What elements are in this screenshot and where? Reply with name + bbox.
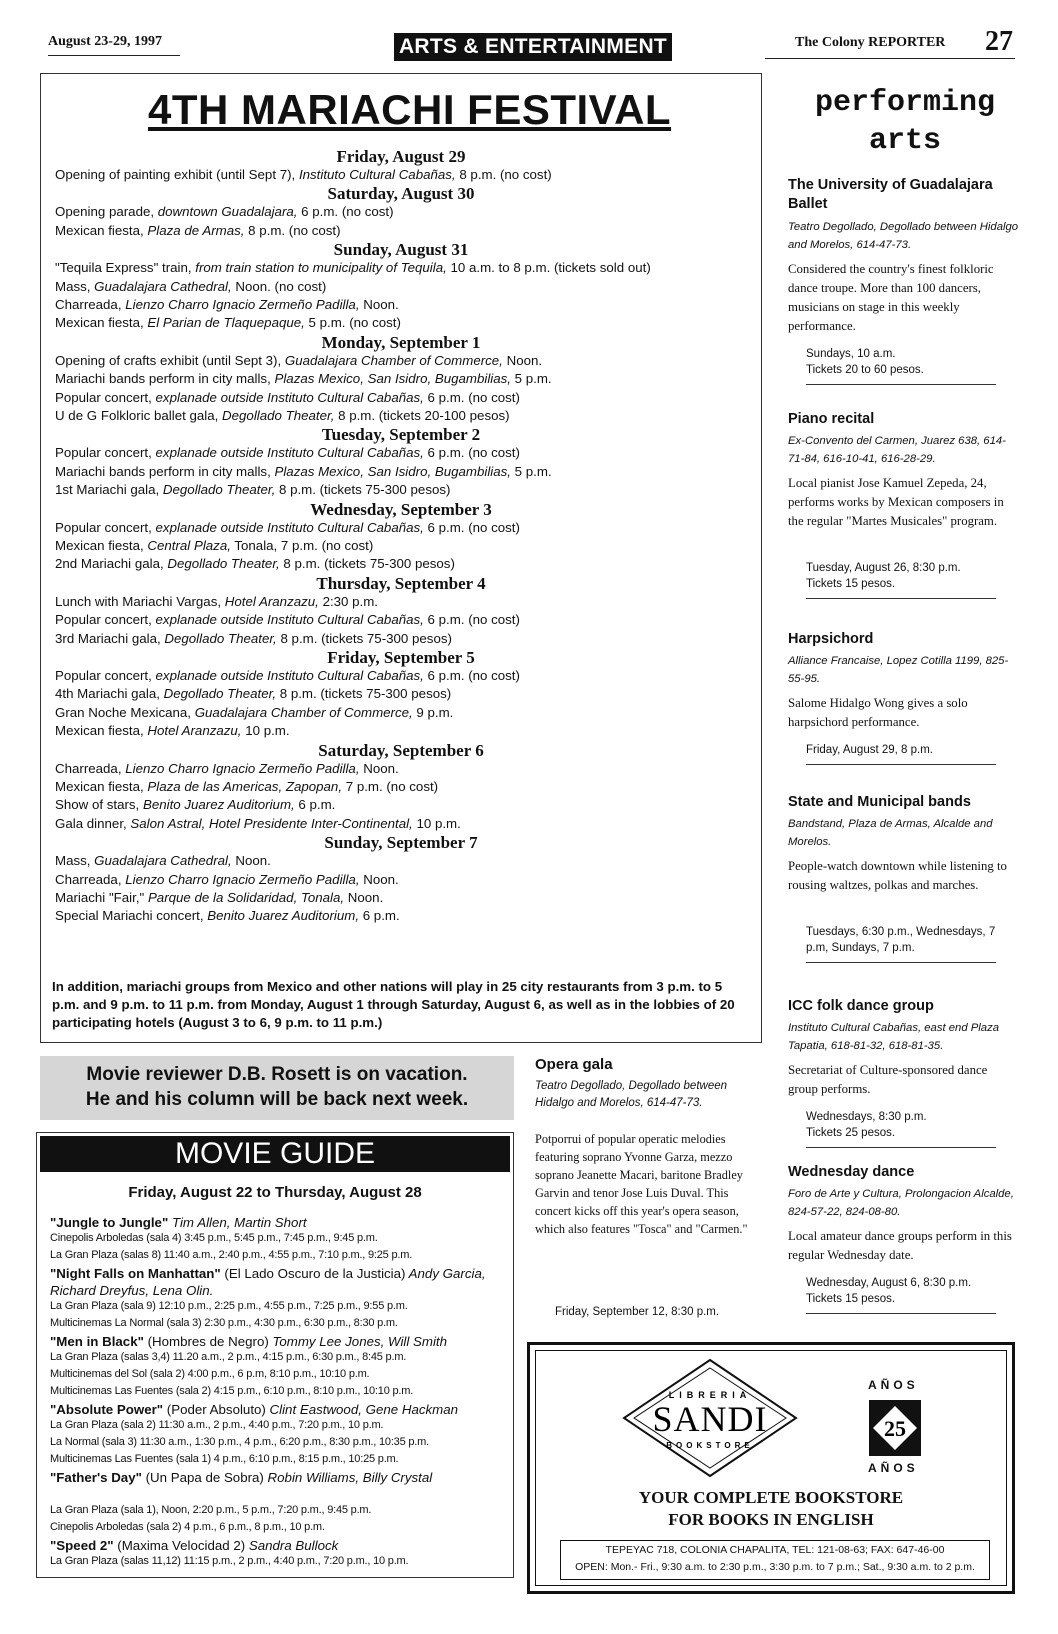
event-name: Mariachi bands perform in city malls, <box>55 371 275 387</box>
festival-event <box>55 296 399 313</box>
movie-title-line <box>50 1333 495 1350</box>
event-venue: Guadalajara Chamber of Commerce, <box>284 352 503 368</box>
section-banner: ARTS & ENTERTAINMENT <box>394 33 672 61</box>
event-name: Popular concert, <box>55 668 156 683</box>
listing-description: Salome Hidalgo Wong gives a solo harpsichord performance. <box>788 696 968 729</box>
event-details: 6 p.m. (no cost) <box>297 204 394 220</box>
listing-venue: Foro de Arte y Cultura, Prolongacion Alcalde, 824-57-22, 824-08-80. <box>788 1188 1014 1218</box>
event-name: Opening parade, <box>55 204 158 220</box>
event-venue: Guadalajara Cathedral, <box>94 853 232 869</box>
reviewer-notice <box>40 1062 514 1112</box>
listing-name: State and Municipal bands <box>788 794 971 810</box>
event-name: Charreada, <box>55 297 126 312</box>
event-name: Opening of painting exhibit (until Sept 7), <box>55 167 299 182</box>
event-venue: Central Plaza, <box>147 538 231 553</box>
movie-cast: Sandra Bullock <box>245 1538 339 1553</box>
bookstore-hours: OPEN: Mon.- Fri., 9:30 a.m. to 2:30 p.m., 3:30 p.m. to 7 p.m.; Sat., 9:30 a.m. to 2 p.m. <box>575 1561 975 1573</box>
listing-divider <box>806 962 996 963</box>
event-details: 5 p.m. <box>510 371 552 387</box>
logo-arc-bottom-text: BOOKSTORE <box>666 1441 754 1450</box>
festival-event <box>55 815 461 832</box>
listing-name: Piano recital <box>788 411 875 427</box>
event-venue: Plazas Mexico, San Isidro, Bugambilias, <box>274 371 511 387</box>
event-venue: Degollado Theater, <box>222 408 335 423</box>
event-venue: Plaza de Armas, <box>147 222 245 238</box>
event-venue: Benito Juarez Auditorium, <box>142 797 295 813</box>
festival-day-heading: Sunday, August 31 <box>333 240 469 260</box>
event-name: Mass, <box>55 278 95 294</box>
movie-title-line <box>50 1537 495 1554</box>
festival-event <box>55 537 373 554</box>
event-venue: Guadalajara Chamber of Commerce, <box>194 704 413 720</box>
showtime-row: La Gran Plaza (salas 11,12) 11:15 p.m., 2 p.m., 4:40 p.m., 7:20 p.m., 10 p.m. <box>50 1555 409 1567</box>
anos-label-top: AÑOS <box>868 1378 919 1392</box>
event-details: 6 p.m. <box>294 797 336 813</box>
event-details: Noon. <box>502 352 543 368</box>
movie-cast: Tim Allen, Martin Short <box>168 1215 307 1230</box>
festival-event <box>55 667 520 684</box>
performing-arts-title-line-1: performing <box>814 86 996 120</box>
event-details: 2:30 p.m. <box>318 593 379 609</box>
event-venue: from train station to municipality of Tequila, <box>195 260 447 276</box>
movie-spanish-title: (Maxima Velocidad 2) <box>113 1538 246 1553</box>
movie-spanish-title: (Poder Absoluto) <box>163 1402 266 1417</box>
event-details: Noon. <box>359 760 399 776</box>
event-name: Mexican fiesta, <box>55 538 148 553</box>
event-venue: Plaza de las Americas, Zapopan, <box>147 779 343 794</box>
event-venue: explanade outside Instituto Cultural Cabañas, <box>155 668 424 683</box>
movie-spanish-title: (Un Papa de Sobra) <box>141 1470 264 1485</box>
event-name: Mexican fiesta, <box>55 315 148 331</box>
bookstore-tagline-2: FOR BOOKS IN ENGLISH <box>668 1510 874 1529</box>
event-details: 8 p.m. (tickets 75-300 pesos) <box>276 630 452 646</box>
festival-event <box>55 593 378 610</box>
reviewer-line-1: Movie reviewer D.B. Rosett is on vacation. <box>86 1064 468 1085</box>
event-name: Opening of crafts exhibit (until Sept 3), <box>55 352 285 368</box>
event-name: Charreada, <box>55 871 126 887</box>
event-details: 8 p.m. (no cost) <box>455 167 552 182</box>
movie-guide-dates: Friday, August 22 to Thursday, August 28 <box>128 1184 422 1201</box>
festival-event <box>55 889 383 906</box>
event-name: Gran Noche Mexicana, <box>55 704 195 720</box>
performing-arts-title <box>785 84 1025 160</box>
event-details: 6 p.m. (no cost) <box>423 445 520 461</box>
movie-title: "Speed 2" <box>50 1538 114 1553</box>
festival-event <box>55 278 326 295</box>
listing-time: Sundays, 10 a.m. Tickets 20 to 60 pesos. <box>806 348 924 376</box>
event-details: 8 p.m. (no cost) <box>244 222 341 238</box>
festival-day-heading: Friday, September 5 <box>327 648 475 667</box>
event-venue: Degollado Theater, <box>167 556 280 572</box>
event-venue: Hotel Aranzazu, <box>147 723 242 739</box>
festival-event <box>55 722 290 739</box>
festival-event <box>55 555 455 572</box>
event-name: Popular concert, <box>55 519 156 535</box>
movie-cast: Clint Eastwood, Gene Hackman <box>265 1402 458 1417</box>
event-venue: Degollado Theater, <box>162 482 276 498</box>
event-details: 6 p.m. <box>359 908 400 924</box>
issue-date: August 23-29, 1997 <box>48 34 162 49</box>
listing-description: Local amateur dance groups perform in this regular Wednesday date. <box>788 1229 1012 1262</box>
event-name: Popular concert, <box>55 612 156 628</box>
movie-cast: Robin Williams, Billy Crystal <box>263 1470 433 1485</box>
listing-divider <box>806 598 996 599</box>
event-name: 4th Mariachi gala, <box>55 686 164 702</box>
movie-guide-title: MOVIE GUIDE <box>174 1137 376 1170</box>
listing-name: Wednesday dance <box>788 1164 915 1180</box>
festival-event <box>55 370 552 387</box>
listing-divider <box>806 1313 996 1314</box>
movie-title: "Men in Black" <box>50 1334 144 1349</box>
bookstore-tagline <box>535 1487 1007 1531</box>
listing-name: ICC folk dance group <box>788 998 934 1014</box>
listing-divider <box>806 1147 996 1148</box>
event-details: Noon. <box>344 890 384 905</box>
event-name: Mexican fiesta, <box>55 779 148 794</box>
listing-time: Tuesdays, 6:30 p.m., Wednesdays, 7 p.m, Sundays, 7 p.m. <box>806 926 996 954</box>
festival-event <box>55 852 271 869</box>
event-venue: Instituto Cultural Cabañas, <box>298 167 456 182</box>
anos-label-bottom: AÑOS <box>868 1461 919 1475</box>
event-name: 2nd Mariachi gala, <box>55 556 168 572</box>
listing-venue: Ex-Convento del Carmen, Juarez 638, 614-71-84, 616-10-41, 616-28-29. <box>788 435 1006 465</box>
performing-arts-title-line-2: arts <box>868 124 941 158</box>
event-venue: Degollado Theater, <box>163 686 277 702</box>
event-name: Special Mariachi concert, <box>55 908 208 924</box>
event-details: 8 p.m. (tickets 20-100 pesos) <box>334 408 510 423</box>
event-venue: Guadalajara Cathedral, <box>94 278 232 294</box>
listing-description: Considered the country's finest folkloric dance troupe. More than 100 dancers, musicians on stage in this weekly performance. <box>788 262 994 333</box>
showtime-row: Cinepolis Arboledas (sala 4) 3:45 p.m., 5:45 p.m., 7:45 p.m., 9:45 p.m. <box>50 1232 378 1244</box>
logo-arc-top-text: LIBRERIA <box>668 1390 752 1400</box>
showtime-row: Multicinemas La Normal (sala 3) 2:30 p.m., 4:30 p.m., 6:30 p.m., 8:30 p.m. <box>50 1317 398 1329</box>
event-details: 5 p.m. <box>510 463 552 479</box>
festival-event <box>55 704 453 721</box>
festival-day-heading: Wednesday, September 3 <box>310 499 492 519</box>
event-name: Charreada, <box>55 760 126 776</box>
event-venue: Degollado Theater, <box>164 630 277 646</box>
listing-time: Wednesday, August 6, 8:30 p.m. Tickets 15 pesos. <box>806 1277 972 1305</box>
movie-spanish-title: (El Lado Oscuro de la Justicia) <box>220 1266 406 1281</box>
festival-day-heading: Monday, September 1 <box>321 332 481 352</box>
event-details: 6 p.m. (no cost) <box>423 389 520 405</box>
listing-venue: Bandstand, Plaza de Armas, Alcalde and Morelos. <box>788 818 993 848</box>
listing-name: Harpsichord <box>788 631 874 647</box>
showtime-row: La Gran Plaza (salas 3,4) 11.20 a.m., 2 p.m., 4:15 p.m., 6:30 p.m., 8:45 p.m. <box>50 1351 407 1363</box>
festival-event <box>55 630 452 647</box>
festival-day-heading: Saturday, August 30 <box>327 184 475 204</box>
bookstore-address-line: TEPEYAC 718, COLONIA CHAPALITA, TEL: 121-08-63; FAX: 647-46-00 <box>605 1544 945 1556</box>
event-venue: explanade outside Instituto Cultural Cabañas, <box>155 612 424 628</box>
festival-event <box>55 352 542 369</box>
anniversary-badge <box>867 1398 923 1458</box>
movie-title-line <box>50 1214 495 1231</box>
festival-event <box>55 871 399 888</box>
listing-time: Wednesdays, 8:30 p.m. Tickets 25 pesos. <box>806 1111 927 1139</box>
festival-event <box>55 907 400 924</box>
movie-cast: Tommy Lee Jones, Will Smith <box>268 1334 447 1349</box>
event-details: 6 p.m. (no cost) <box>423 612 520 628</box>
movie-title-line <box>50 1469 495 1486</box>
festival-event <box>55 611 520 628</box>
event-name: Gala dinner, <box>55 815 131 831</box>
event-details: 10 p.m. <box>241 723 290 739</box>
event-name: Show of stars, <box>55 797 143 813</box>
bookstore-address <box>560 1542 990 1576</box>
showtime-row: Multicinemas Las Fuentes (sala 2) 4:15 p.m., 6:10 p.m., 8:10 p.m., 10:10 p.m. <box>50 1385 414 1397</box>
movie-title: "Absolute Power" <box>50 1402 164 1417</box>
event-details: 6 p.m. (no cost) <box>423 519 520 535</box>
showtime-row: La Gran Plaza (sala 9) 12:10 p.m., 2:25 p.m., 4:55 p.m., 7:25 p.m., 9:55 p.m. <box>50 1300 408 1312</box>
festival-day-heading: Tuesday, September 2 <box>321 425 481 445</box>
sandi-logo <box>620 1356 800 1480</box>
listing-venue: Instituto Cultural Cabañas, east end Plaza Tapatia, 618-81-32, 618-81-35. <box>788 1022 1000 1052</box>
event-details: Noon. <box>359 871 399 887</box>
festival-event <box>55 407 510 424</box>
movie-title-line <box>50 1401 495 1418</box>
showtime-row: Multicinemas Las Fuentes (sala 1) 4 p.m., 6:10 p.m., 8:15 p.m., 10:25 p.m. <box>50 1453 399 1465</box>
festival-event <box>55 166 552 183</box>
event-name: Popular concert, <box>55 445 156 461</box>
listing-description: Local pianist Jose Kamuel Zepeda, 24, performs works by Mexican composers in the regular "Martes Musicales" program. <box>788 476 1004 528</box>
event-venue: Lienzo Charro Ignacio Zermeño Padilla, <box>125 760 360 776</box>
movie-title-line <box>50 1265 495 1299</box>
listing-venue: Teatro Degollado, Degollado between Hidalgo and Morelos, 614-47-73. <box>788 221 1019 251</box>
bookstore-tagline-1: YOUR COMPLETE BOOKSTORE <box>638 1488 904 1507</box>
event-name: U de G Folkloric ballet gala, <box>55 408 223 423</box>
showtime-row: La Normal (sala 3) 11:30 a.m., 1:30 p.m., 4 p.m., 6:20 p.m., 8:30 p.m., 10:35 p.m. <box>50 1436 429 1448</box>
festival-day-heading: Friday, August 29 <box>336 147 466 166</box>
festival-event <box>55 314 401 331</box>
event-details: 8 p.m. (tickets 75-300 pesos) <box>275 482 451 498</box>
showtime-row: Multicinemas del Sol (sala 2) 4:00 p.m., 6 p.m, 8:10 p.m., 10:10 p.m. <box>50 1368 370 1380</box>
listing-divider <box>806 384 996 385</box>
event-venue: explanade outside Instituto Cultural Cabañas, <box>155 445 424 461</box>
event-venue: Parque de la Solidaridad, Tonala, <box>147 890 345 905</box>
festival-event <box>55 389 520 406</box>
listing-name: The University of Guadalajara Ballet <box>788 177 993 212</box>
movie-title: "Jungle to Jungle" <box>50 1215 169 1230</box>
showtime-row: Cinepolis Arboledas (sala 2) 4 p.m., 6 p.m., 8 p.m., 10 p.m. <box>50 1521 325 1533</box>
festival-note: In addition, mariachi groups from Mexico and other nations will play in 25 city restaurants from 3 p.m. to 5 p.m. and 9 p.m. to 11 p.m. from Monday, August 1 through Saturday, August 6, as well as in the lobbies of 20 participating hotels (August 3 to 6, 9 p.m. to 11 p.m.) <box>52 979 735 1030</box>
movie-spanish-title: (Hombres de Negro) <box>143 1334 269 1349</box>
movie-cast: Andy Garcia, Richard Dreyfus, Lena Olin. <box>50 1266 486 1298</box>
event-name: Mass, <box>55 853 95 869</box>
festival-event <box>55 519 520 536</box>
event-details: 10 a.m. to 8 p.m. (tickets sold out) <box>446 260 651 276</box>
event-name: "Tequila Express" train, <box>55 260 196 276</box>
reviewer-line-2: He and his column will be back next week. <box>85 1089 469 1110</box>
paper-name: The Colony REPORTER <box>795 35 946 50</box>
festival-event <box>55 685 451 702</box>
festival-event <box>55 481 450 498</box>
event-venue: explanade outside Instituto Cultural Cabañas, <box>155 389 424 405</box>
opera-title: Opera gala <box>535 1056 613 1073</box>
event-venue: Benito Juarez Auditorium, <box>207 908 360 924</box>
festival-day-heading: Thursday, September 4 <box>316 573 486 593</box>
event-name: 1st Mariachi gala, <box>55 482 163 498</box>
event-details: Noon. <box>359 297 399 312</box>
listing-venue: Alliance Francaise, Lopez Cotilla 1199, 825-55-95. <box>788 655 1009 685</box>
festival-title: 4TH MARIACHI FESTIVAL <box>148 86 672 133</box>
event-details: 7 p.m. (no cost) <box>342 779 439 794</box>
listing-time: Tuesday, August 26, 8:30 p.m. Tickets 15 pesos. <box>806 562 961 590</box>
event-name: Mexican fiesta, <box>55 723 148 739</box>
event-name: Mariachi "Fair," <box>55 890 148 905</box>
event-venue: Plazas Mexico, San Isidro, Bugambilias, <box>274 463 511 479</box>
festival-event <box>55 203 394 220</box>
event-details: 9 p.m. <box>412 704 454 720</box>
event-venue: Salon Astral, Hotel Presidente Inter-Continental, <box>130 815 413 831</box>
movie-title: "Father's Day" <box>50 1470 142 1485</box>
movie-title: "Night Falls on Manhattan" <box>50 1266 221 1281</box>
event-venue: downtown Guadalajara, <box>157 204 298 220</box>
showtime-row: La Gran Plaza (salas 8) 11:40 a.m., 2:40 p.m., 4:55 p.m., 7:10 p.m., 9:25 p.m. <box>50 1249 413 1261</box>
event-venue: explanade outside Instituto Cultural Cabañas, <box>155 519 424 535</box>
event-details: Noon. <box>231 853 271 869</box>
event-name: Mariachi bands perform in city malls, <box>55 463 275 479</box>
event-details: 8 p.m. (tickets 75-300 pesos) <box>279 556 455 572</box>
event-name: Popular concert, <box>55 389 156 405</box>
event-name: Mexican fiesta, <box>55 222 148 238</box>
opera-venue: Teatro Degollado, Degollado between Hidalgo and Morelos, 614-47-73. <box>535 1080 728 1109</box>
event-details: Noon. (no cost) <box>231 278 327 294</box>
festival-event <box>55 463 552 480</box>
listing-description: Secretariat of Culture-sponsored dance group performs. <box>788 1063 988 1096</box>
page-number: 27 <box>985 26 1013 57</box>
event-venue: Lienzo Charro Ignacio Zermeño Padilla, <box>125 871 360 887</box>
header-rule-left <box>48 55 180 56</box>
festival-event <box>55 222 341 239</box>
festival-event <box>55 778 438 795</box>
event-venue: Hotel Aranzazu, <box>224 593 319 609</box>
festival-event <box>55 259 651 276</box>
event-details: 8 p.m. (tickets 75-300 pesos) <box>276 686 452 702</box>
listing-divider <box>806 764 996 765</box>
festival-day-heading: Saturday, September 6 <box>318 740 484 760</box>
showtime-row: La Gran Plaza (sala 2) 11:30 a.m., 2 p.m., 4:40 p.m., 7:20 p.m., 10 p.m. <box>50 1419 384 1431</box>
festival-event <box>55 760 399 777</box>
event-venue: Lienzo Charro Ignacio Zermeño Padilla, <box>125 297 360 312</box>
logo-main-text: SANDI <box>652 1399 768 1439</box>
listing-time: Friday, August 29, 8 p.m. <box>806 744 933 756</box>
festival-day-heading: Sunday, September 7 <box>324 833 478 853</box>
event-details: Tonala, 7 p.m. (no cost) <box>230 538 374 553</box>
event-venue: El Parian de Tlaquepaque, <box>147 315 305 331</box>
opera-time: Friday, September 12, 8:30 p.m. <box>555 1306 720 1318</box>
opera-description: Potporrui of popular operatic melodies featuring soprano Yvonne Garza, mezzo soprano Jeanette Macari, baritone Bradley Garvin and tenor Jose Luis Duval. This concert kicks off this year's opera season, which also features "Tosca" and "Carmen." <box>535 1132 748 1236</box>
event-name: 3rd Mariachi gala, <box>55 630 165 646</box>
event-details: 6 p.m. (no cost) <box>423 668 520 683</box>
showtime-row: La Gran Plaza (sala 1), Noon, 2:20 p.m., 5 p.m., 7:20 p.m., 9:45 p.m. <box>50 1504 372 1516</box>
listing-description: People-watch downtown while listening to rousing waltzes, polkas and marches. <box>788 859 1007 892</box>
anniversary-years: 25 <box>884 1416 906 1441</box>
festival-event <box>55 796 335 813</box>
event-name: Lunch with Mariachi Vargas, <box>55 593 225 609</box>
event-details: 5 p.m. (no cost) <box>304 315 401 331</box>
festival-event <box>55 444 520 461</box>
header-rule-right <box>765 58 1015 59</box>
event-details: 10 p.m. <box>412 815 461 831</box>
